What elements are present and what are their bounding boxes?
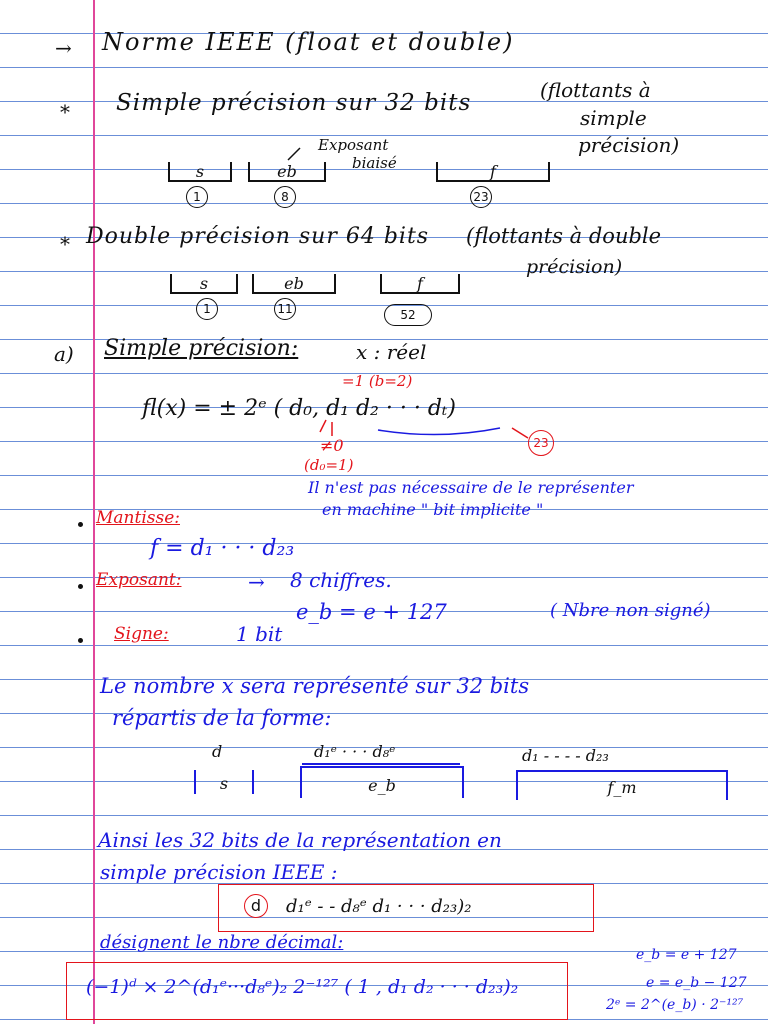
mantisse-formula: f = d₁ · · · d₂₃	[150, 536, 295, 561]
sign-bit-circle: d	[244, 894, 268, 918]
signe-label: Signe:	[114, 624, 169, 644]
title-arrow: →	[55, 36, 72, 60]
double-paren-line1: (flottants à double	[466, 224, 662, 248]
biaise-note: biaisé	[352, 154, 397, 172]
page-title: Norme IEEE (float et double)	[102, 28, 515, 56]
rep-field-s: s	[194, 770, 254, 794]
simple-count-f: 23	[470, 186, 492, 208]
simple-field-eb: eb	[248, 162, 326, 182]
d0-equals-one-note: =1 (b=2)	[342, 372, 413, 390]
double-field-s: s	[170, 274, 238, 294]
d0-eq-note: (d₀=1)	[304, 456, 354, 474]
section-a-label: a)	[54, 342, 74, 366]
double-field-eb: eb	[252, 274, 336, 294]
bit-tuple: d₁ᵉ - - d₈ᵉ d₁ · · · d₂₃)₂	[286, 896, 472, 917]
exposant-formula: e_b = e + 127	[296, 600, 447, 624]
simple-paren-line2: simple	[580, 106, 647, 130]
implicit-bit-line2: en machine " bit implicite "	[322, 500, 544, 519]
decimal-formula: (−1)ᵈ × 2^(d₁ᵉ···d₈ᵉ)₂ 2⁻¹²⁷ ( 1 , d₁ d₂ · · · d₂₃)₂	[86, 976, 519, 998]
double-count-eb: 11	[274, 298, 296, 320]
ainsi-line2: simple précision IEEE :	[100, 860, 338, 884]
represent-line2: répartis de la forme:	[112, 706, 332, 730]
simple-field-s: s	[168, 162, 232, 182]
represent-line1: Le nombre x sera représenté sur 32 bits	[100, 674, 530, 698]
float-formula: fl(x) = ± 2ᵉ ( d₀, d₁ d₂ · · · dₜ)	[142, 396, 456, 421]
double-paren-line2: précision)	[526, 256, 623, 278]
exposant-note: Exposant	[318, 136, 389, 154]
t-equals-23-note: 23	[528, 430, 554, 456]
implicit-bit-line1: Il n'est pas nécessaire de le représenter	[308, 478, 634, 497]
rep-field-eb: e_b	[300, 766, 464, 798]
exposant-digits: 8 chiffres.	[290, 568, 392, 592]
bit-head-d: d	[212, 742, 223, 761]
exposant-label: Exposant:	[96, 570, 182, 590]
neq-zero-note: ≠0	[320, 436, 344, 455]
simple-paren-line1: (flottants à	[540, 78, 651, 102]
double-count-f: 52	[384, 304, 432, 326]
side-note-2: e = e_b − 127	[646, 975, 747, 991]
simple-count-s: 1	[186, 186, 208, 208]
exposant-note: ( Nbre non signé)	[550, 600, 711, 621]
simple-field-f: f	[436, 162, 550, 182]
side-note-3: 2ᵉ = 2^(e_b) · 2⁻¹²⁷	[606, 997, 744, 1013]
mantisse-label: Mantisse:	[96, 508, 180, 528]
bullet-star: *	[60, 100, 70, 124]
bullet-star-2: *	[60, 232, 70, 256]
double-field-f: f	[380, 274, 460, 294]
double-precision-heading: Double précision sur 64 bits	[86, 224, 430, 249]
rep-field-f: f_m	[516, 770, 728, 800]
bit-head-f: d₁ - - - - d₂₃	[522, 746, 609, 765]
double-count-s: 1	[196, 298, 218, 320]
simple-paren-line3: précision)	[578, 133, 680, 157]
simple-precision-heading: Simple précision sur 32 bits	[116, 90, 472, 116]
signe-bits: 1 bit	[236, 622, 283, 646]
exposant-arrow: →	[248, 570, 265, 594]
section-a-title: Simple précision:	[104, 336, 299, 361]
designent-line: désignent le nbre décimal:	[100, 932, 344, 953]
ainsi-line1: Ainsi les 32 bits de la représentation en	[98, 828, 502, 852]
side-note-1: e_b = e + 127	[636, 947, 737, 963]
x-real-label: x : réel	[356, 340, 427, 364]
bit-head-e: d₁ᵉ · · · d₈ᵉ	[314, 742, 396, 761]
simple-count-eb: 8	[274, 186, 296, 208]
